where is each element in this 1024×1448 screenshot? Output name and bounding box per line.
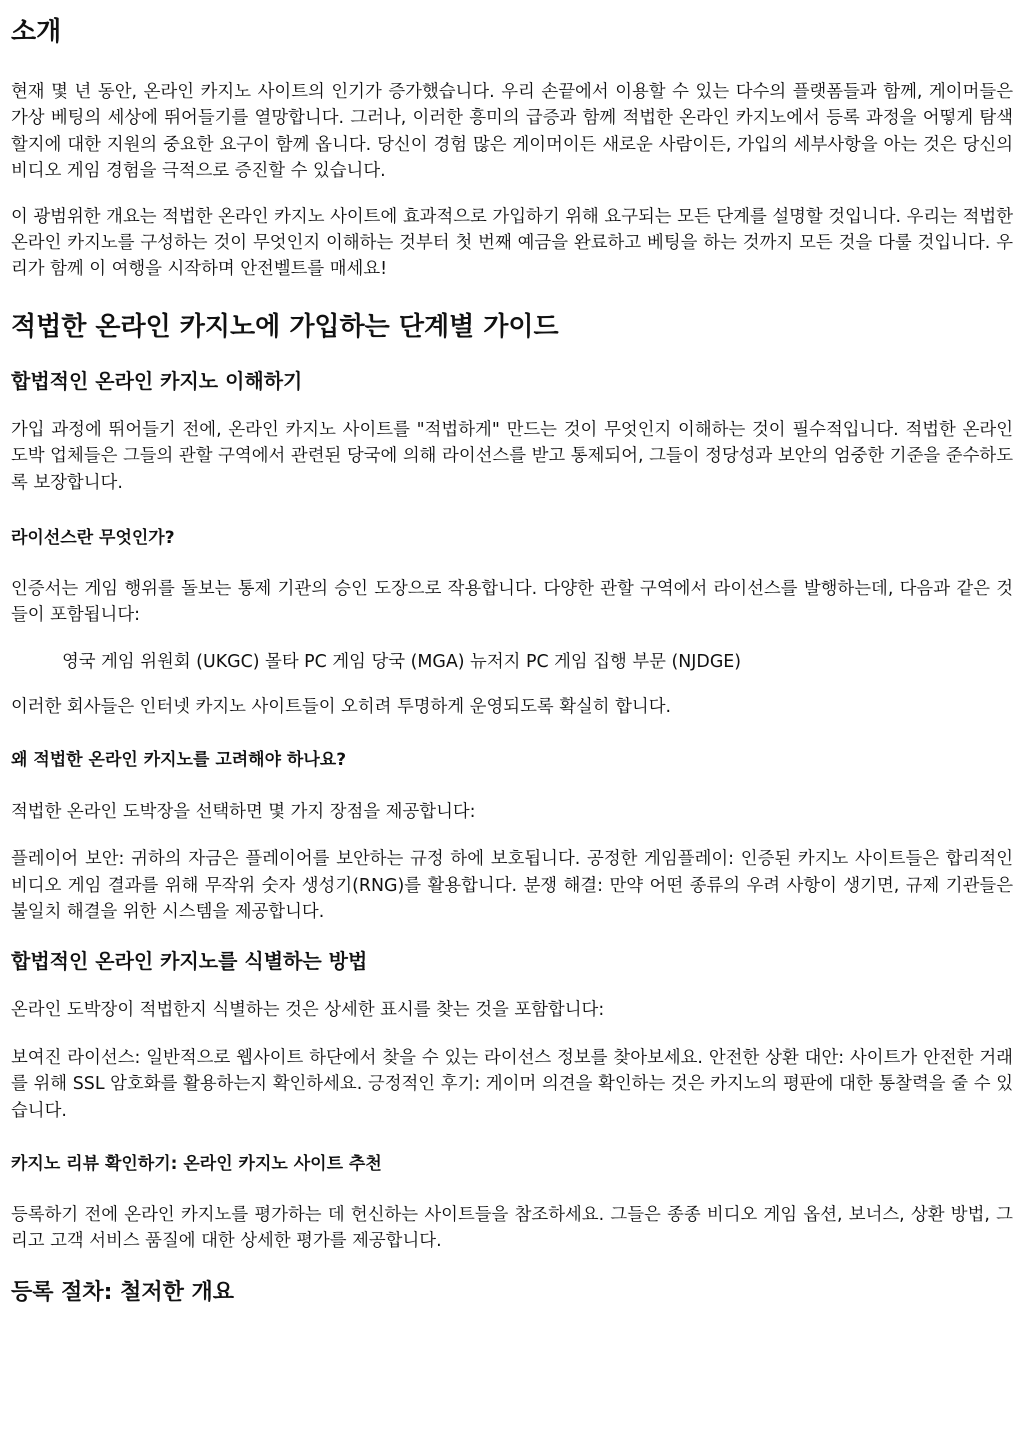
guide-heading: 적법한 온라인 카지노에 가입하는 단계별 가이드 [11,311,559,342]
identify-heading: 합법적인 온라인 카지노를 식별하는 방법 [11,949,368,974]
why-heading: 왜 적법한 온라인 카지노를 고려해야 하나요? [11,749,347,770]
why-paragraph-1: 적법한 온라인 도박장을 선택하면 몇 가지 장점을 제공합니다: [11,801,476,822]
intro-paragraph-1: 현재 몇 년 동안, 온라인 카지노 사이트의 인기가 증가했습니다. 우리 손끝에서 이용할 수 있는 다수의 플랫폼들과 함께, 게이머들은 가상 베팅의 세상에 뛰어들기를 열망합니다. 그러나, 이러한 흥미의 급증과 함께 적법한 온라인 카지노에서 등록 과정을 어떻게 탐색할지에 대한 지원의 중요한 요구이 함께 옵니다. 당신이 경험 많은 게이머이든 새로운 사람이든, 가입의 세부사항을 아는 것은 당신의 비디오 게임 경험을 극적으로 증진할 수 있습니다. [11,82,1013,182]
license-paragraph: 인증서는 게임 행위를 돌보는 통제 기관의 승인 도장으로 작용합니다. 다양한 관할 구역에서 라이선스를 발행하는데, 다음과 같은 것들이 포함됩니다: [11,579,1013,626]
intro-paragraph-2: 이 광범위한 개요는 적법한 온라인 카지노 사이트에 효과적으로 가입하기 위해 요구되는 모든 단계를 설명할 것입니다. 우리는 적법한 온라인 카지노를 구성하는 것이 무엇인지 이해하는 것부터 첫 번째 예금을 완료하고 베팅을 하는 것까지 모든 것을 다룰 것입니다. 우리가 함께 이 여행을 시작하며 안전벨트를 매세요! [11,206,1013,280]
identify-paragraph-2: 보여진 라이선스: 일반적으로 웹사이트 하단에서 찾을 수 있는 라이선스 정보를 찾아보세요. 안전한 상환 대안: 사이트가 안전한 거래를 위해 SSL 암호화를 활용하는지 확인하세요. 긍정적인 후기: 게이머 의견을 확인하는 것은 카지노의 평판에 대한 통찰력을 줄 수 있습니다. [11,1047,1013,1121]
identify-paragraph-1: 온라인 도박장이 적법한지 식별하는 것은 상세한 표시를 찾는 것을 포함합니다: [11,1000,605,1021]
review-heading: 카지노 리뷰 확인하기: 온라인 카지노 사이트 추천 [11,1153,382,1174]
license-paragraph-2: 이러한 회사들은 인터넷 카지노 사이트들이 오히려 투명하게 운영되도록 확실히 합니다. [11,697,672,718]
registration-heading: 등록 절차: 철저한 개요 [11,1279,235,1305]
license-list: 영국 게임 위원회 (UKGC) 몰타 PC 게임 당국 (MGA) 뉴저지 PC 게임 집행 부문 (NJDGE) [62,651,742,672]
intro-heading: 소개 [11,17,62,47]
understand-paragraph: 가입 과정에 뛰어들기 전에, 온라인 카지노 사이트를 "적법하게" 만드는 것이 무엇인지 이해하는 것이 필수적입니다. 적법한 온라인 도박 업체들은 그들의 관할 구역에서 관련된 당국에 의해 라이선스를 받고 통제되어, 그들이 정당성과 보안의 엄중한 기준을 준수하도록 보장합니다. [11,419,1013,493]
review-paragraph: 등록하기 전에 온라인 카지노를 평가하는 데 헌신하는 사이트들을 참조하세요. 그들은 종종 비디오 게임 옵션, 보너스, 상환 방법, 그리고 고객 서비스 품질에 대한 상세한 평가를 제공합니다. [11,1204,1013,1252]
license-heading: 라이선스란 무엇인가? [11,528,175,549]
understand-heading: 합법적인 온라인 카지노 이해하기 [11,368,303,393]
why-paragraph-2: 플레이어 보안: 귀하의 자금은 플레이어를 보안하는 규정 하에 보호됩니다. 공정한 게임플레이: 인증된 카지노 사이트들은 합리적인 비디오 게임 결과를 위해 무작위 숫자 생성기(RNG)를 활용합니다. 분쟁 해결: 만약 어떤 종류의 우려 사항이 생기면, 규제 기관들은 불일치 해결을 위한 시스템을 제공합니다. [11,849,1013,922]
